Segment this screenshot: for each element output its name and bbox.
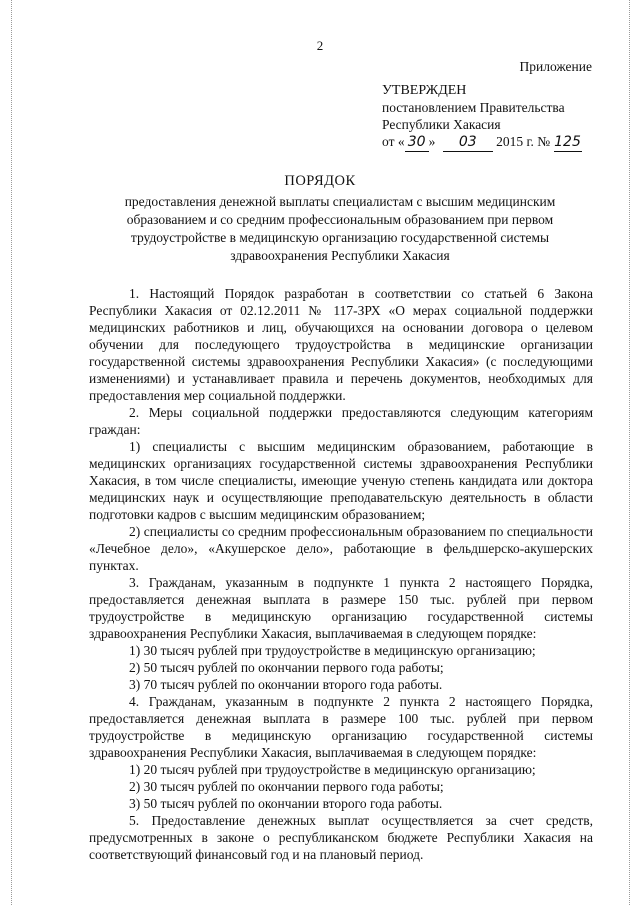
paragraph-4-item-3: 3) 50 тысяч рублей по окончании второго года работы. — [129, 796, 443, 811]
document-title: ПОРЯДОК — [284, 173, 356, 189]
handwritten-number: 125 — [554, 134, 581, 150]
paragraph-5: 5. Предоставление денежных выплат осуществляется за счет средств, предусмотренных в законе о республиканском бюджете Республики Хакасия на соответствующий финансовый год и на плановый период. — [89, 813, 593, 862]
paragraph-3-item-1: 1) 30 тысяч рублей при трудоустройстве в медицинскую организацию; — [129, 643, 536, 658]
date-prefix: от « — [382, 134, 405, 149]
approval-block — [382, 58, 592, 152]
document-body — [89, 285, 593, 863]
paragraph-2-item-1: 1) специалисты с высшим медицинским образованием, работающие в медицинских организациях государственной системы здравоохранения Республики Хакасия, в том числе специалисты, имеющие ученую степень кандидата или доктора медицинских наук и осуществляющие преподавательскую деятельность в области подготовки кадров с высшим медицинским образованием; — [89, 439, 593, 522]
right-page-edge — [629, 0, 630, 905]
paragraph-4-item-1: 1) 20 тысяч рублей при трудоустройстве в медицинскую организацию; — [129, 762, 536, 777]
paragraph-3-item-2: 2) 50 тысяч рублей по окончании первого года работы; — [129, 660, 444, 675]
paragraph-4: 4. Гражданам, указанным в подпункте 2 пункта 2 настоящего Порядка, предоставляется денежная выплата в размере 100 тыс. рублей при первом трудоустройстве в медицинскую организацию государственной системы здравоохранения Республики Хакасия, выплачиваемая в следующем порядке: — [89, 694, 593, 760]
paragraph-1: 1. Настоящий Порядок разработан в соответствии со статьей 6 Закона Республики Хакасия от 02.12.2011 № 117-ЗРХ «О мерах социальной поддержки медицинских работников и лиц, обучающихся на основании договора о целевом обучении для последующего трудоустройства в медицинские организации государственной системы здравоохранения Республики Хакасия» (с последующими изменениями) и устанавливает правила и перечень документов, необходимых для предоставления мер социальной поддержки. — [89, 286, 593, 403]
page-number: 2 — [316, 38, 324, 53]
appendix-label: Приложение — [519, 59, 592, 74]
approved-label: УТВЕРЖДЕН — [382, 83, 467, 98]
approval-line-2: Республики Хакасия — [382, 117, 501, 132]
left-page-edge — [11, 0, 12, 905]
handwritten-month: 03 — [443, 134, 493, 152]
paragraph-4-item-2: 2) 30 тысяч рублей по окончании первого года работы; — [129, 779, 444, 794]
approval-date-line — [382, 133, 592, 152]
approval-line-1: постановлением Правительства — [382, 100, 565, 115]
handwritten-day: 30 — [405, 134, 429, 152]
document-subtitle: предоставления денежной выплаты специалистам с высшим медицинским образованием и со средним профессиональным образованием при первом трудоустройстве в медицинскую организацию государственной системы здравоохранения Республики Хакасия — [124, 194, 556, 263]
paragraph-3-item-3: 3) 70 тысяч рублей по окончании второго года работы. — [129, 677, 443, 692]
paragraph-2: 2. Меры социальной поддержки предоставляются следующим категориям граждан: — [89, 405, 593, 437]
date-mid: » — [428, 134, 439, 149]
year-text: 2015 г. № — [492, 134, 554, 149]
paragraph-2-item-2: 2) специалисты со средним профессиональным образованием по специальности «Лечебное дело», «Акушерское дело», работающие в фельдшерско-акушерских пунктах. — [89, 524, 593, 573]
paragraph-3: 3. Гражданам, указанным в подпункте 1 пункта 2 настоящего Порядка, предоставляется денежная выплата в размере 150 тыс. рублей при первом трудоустройстве в медицинскую организацию государственной системы здравоохранения Республики Хакасия, выплачиваемая в следующем порядке: — [89, 575, 593, 641]
